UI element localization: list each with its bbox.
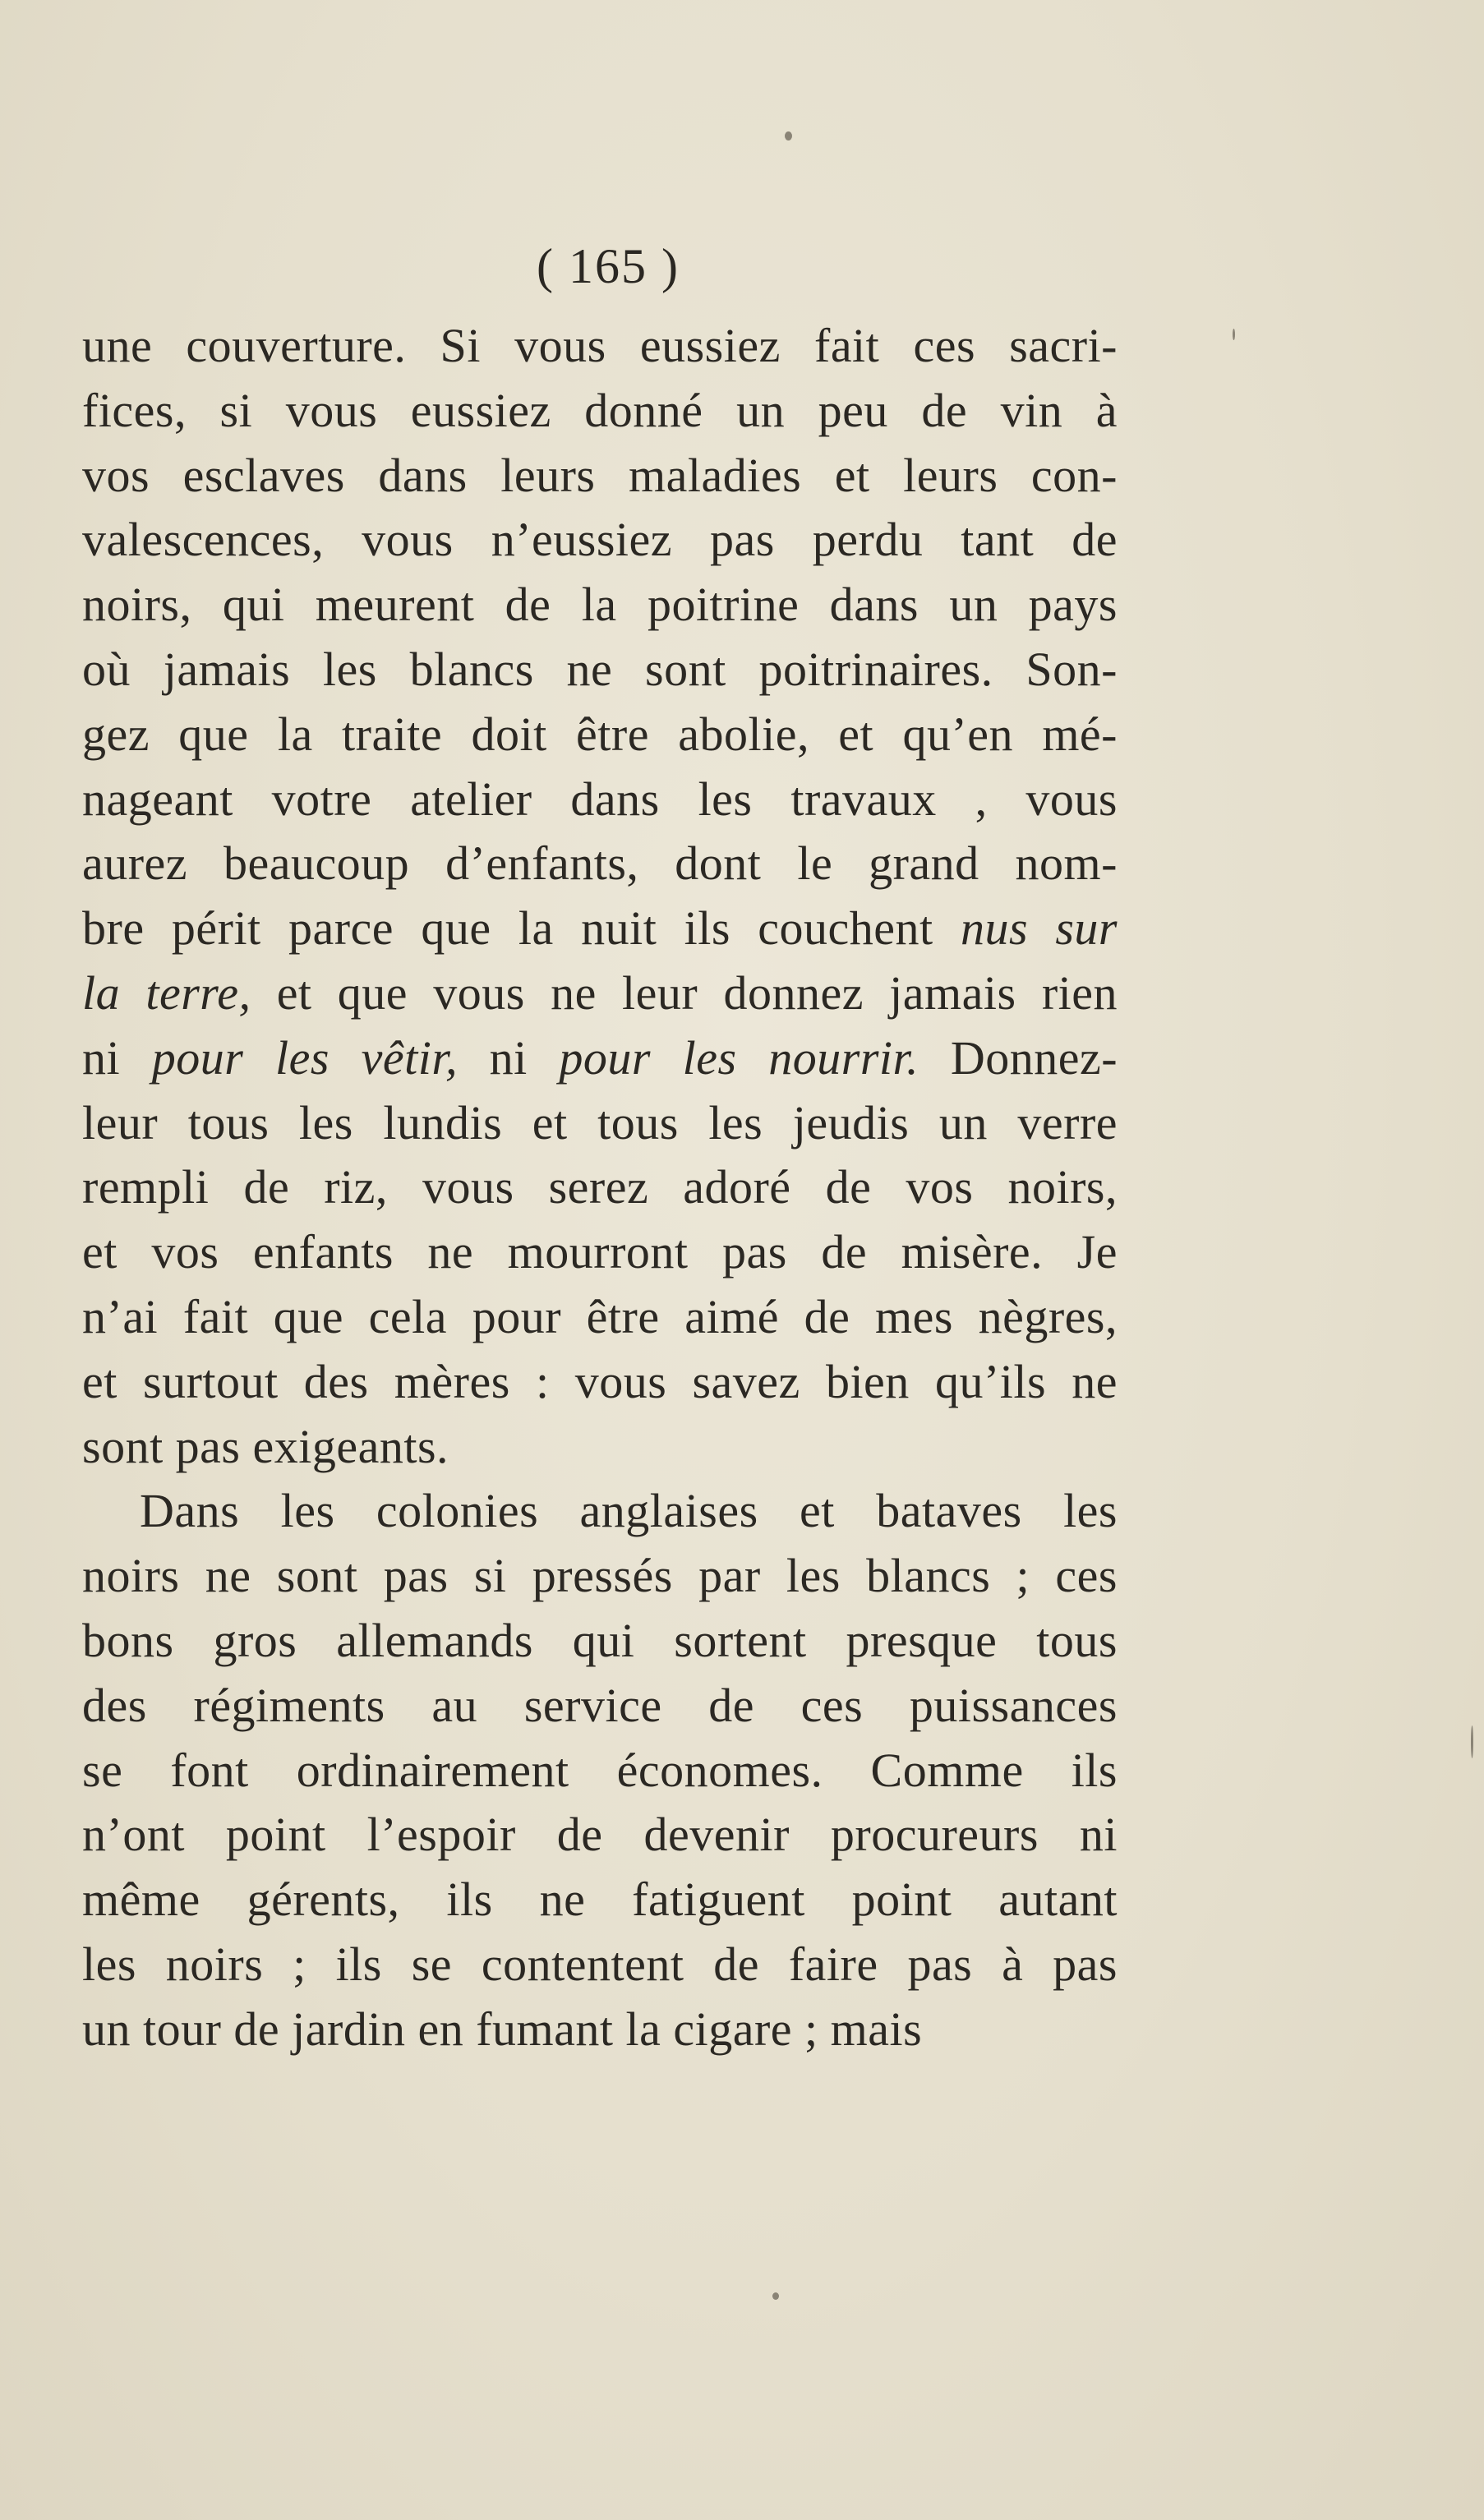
text-line [82,767,1118,832]
text-run: même gérents, ils ne fatiguent point autant [82,1873,1118,1927]
text-run: bons gros allemands qui sortent presque tous [82,1613,1118,1667]
text-run: et que vous ne leur donnez jamais rien [251,965,1118,1020]
text-run: leur tous les lundis et tous les jeudis un verre [82,1095,1118,1149]
text-run: noirs, qui meurent de la poitrine dans un pays [82,578,1118,632]
text-run: aurez beaucoup d’enfants, dont le grand nom- [82,836,1118,891]
text-line [82,703,1118,767]
paragraph-first-line [82,314,1118,379]
text-run: vos esclaves dans leurs maladies et leurs con- [82,448,1118,502]
paper-speck [1471,1725,1473,1758]
text-run: bre périt parce que la nuit ils couchent [82,901,961,956]
text-run: sont pas exigeants. [82,1419,449,1473]
text-line [82,379,1118,444]
text-line [82,1803,1118,1868]
text-line [82,961,1118,1026]
text-line [82,1350,1118,1415]
text-run: rempli de riz, vous serez adoré de vos noirs, [82,1160,1118,1214]
text-line [82,896,1118,961]
text-run: noirs ne sont pas si pressés par les blancs ; ces [82,1549,1118,1603]
text-line [82,1091,1118,1156]
text-run: ni [457,1030,560,1085]
text-line [82,573,1118,638]
text-line [82,1544,1118,1609]
paper-speck [772,2292,779,2300]
text-run: nageant votre atelier dans les travaux , vous [82,772,1118,826]
text-run: Dans les colonies anglaises et bataves les [140,1484,1118,1538]
text-run: n’ai fait que cela pour être aimé de mes nègres, [82,1289,1118,1343]
text-line [82,1220,1118,1285]
text-line [82,1933,1118,1997]
italic-text-run: nus sur [960,901,1118,956]
text-line [82,1285,1118,1350]
text-line [82,1997,1118,2062]
text-line [82,1674,1118,1739]
text-line [82,1155,1118,1220]
text-run: se font ordinairement économes. Comme ils [82,1743,1118,1797]
text-line [82,1415,1118,1480]
text-line [82,444,1118,509]
text-run: Donnez- [919,1030,1118,1085]
italic-text-run: la terre, [82,965,251,1020]
text-run: fices, si vous eussiez donné un peu de vin à [82,383,1118,437]
paper-speck [1233,329,1235,340]
text-run: valescences, vous n’eussiez pas perdu tant de [82,513,1118,567]
text-line [82,1868,1118,1933]
italic-text-run: pour les nourrir. [559,1030,919,1085]
text-run: gez que la traite doit être abolie, et qu’en mé- [82,707,1118,761]
text-line [82,1739,1118,1804]
text-line [82,1609,1118,1674]
paper-speck [785,131,792,141]
text-run: les noirs ; ils se contentent de faire pas à pas [82,1937,1118,1991]
text-run: et surtout des mères : vous savez bien qu’ils ne [82,1354,1118,1408]
text-line [82,1026,1118,1091]
text-run: des régiments au service de ces puissances [82,1678,1118,1732]
text-run: une couverture. Si vous eussiez fait ces sacri- [82,319,1118,372]
text-run: ni [82,1030,152,1085]
text-line [82,832,1118,896]
text-run: n’ont point l’espoir de devenir procureurs ni [82,1808,1118,1862]
italic-text-run: pour les vêtir, [151,1030,458,1085]
paragraph-first-line [82,1479,1118,1544]
text-line [82,638,1118,703]
text-line [82,508,1118,573]
text-run: un tour de jardin en fumant la cigare ; mais [82,2002,923,2056]
page-number: ( 165 ) [537,239,680,293]
body-text [82,314,1118,2062]
text-run: où jamais les blancs ne sont poitrinaires. Son- [82,642,1118,696]
text-run: et vos enfants ne mourront pas de misère. Je [82,1225,1118,1279]
